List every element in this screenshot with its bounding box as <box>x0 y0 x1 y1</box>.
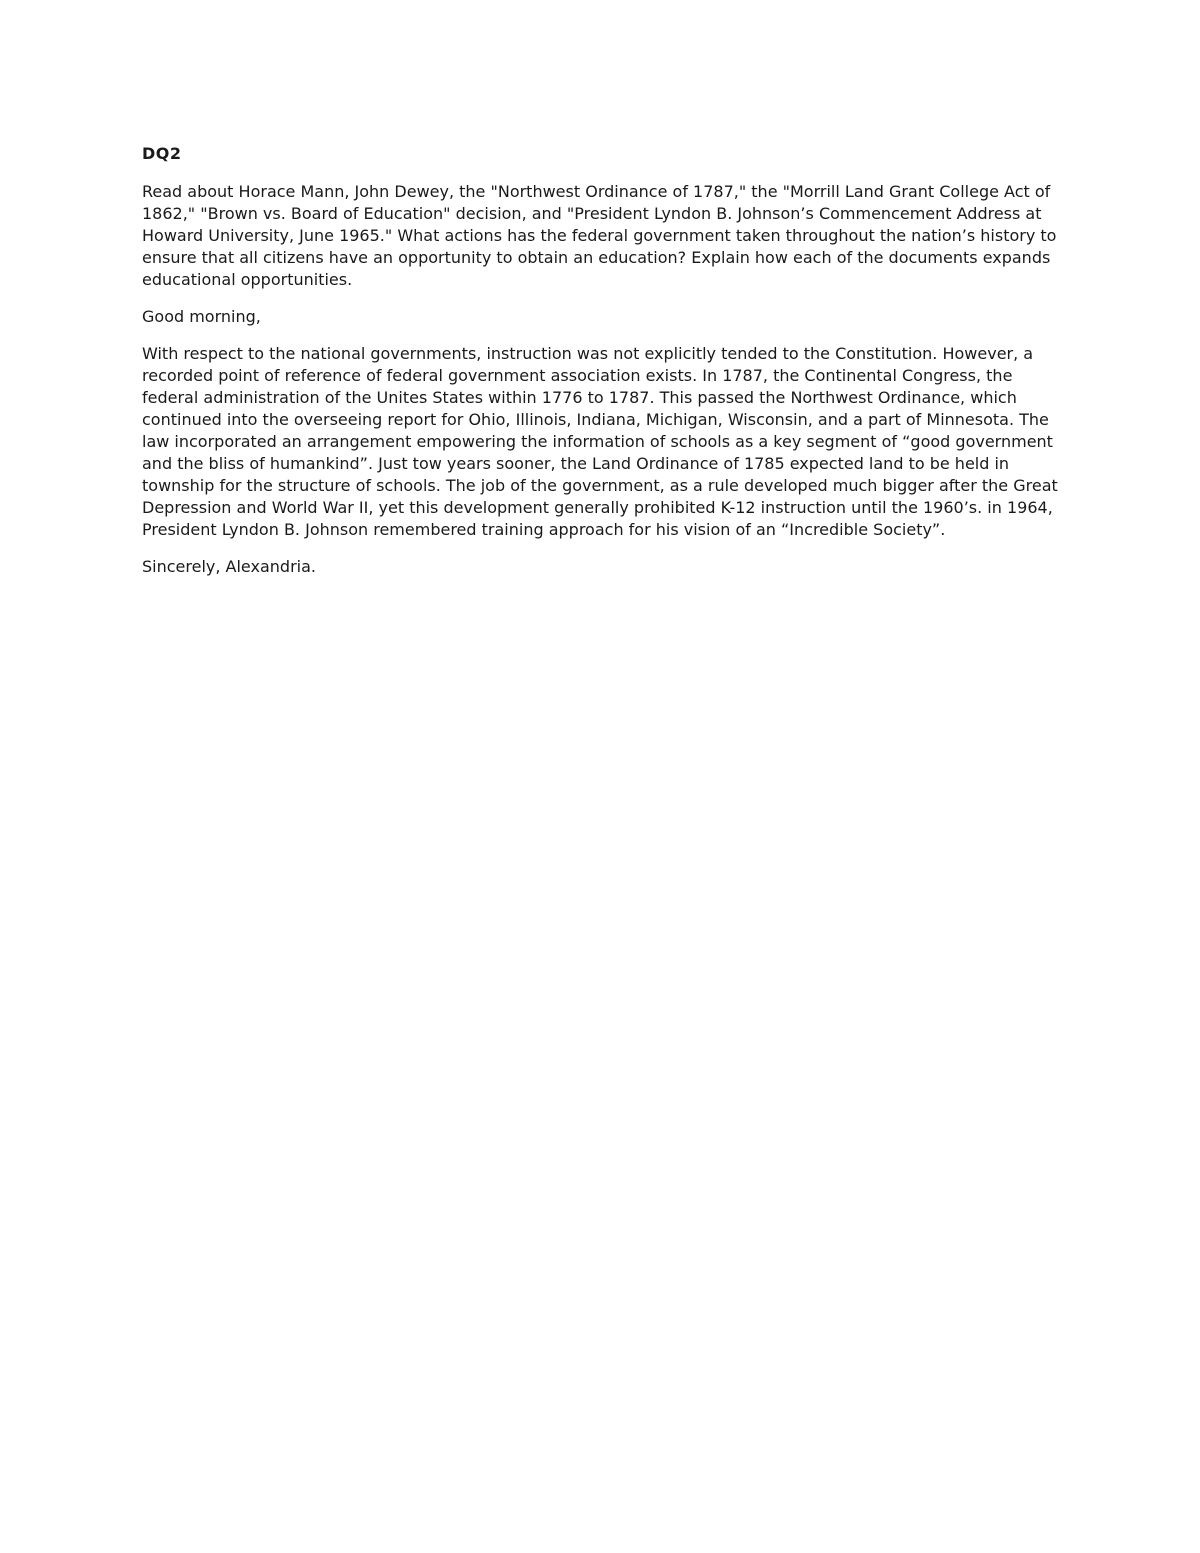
prompt-paragraph: Read about Horace Mann, John Dewey, the "Northwest Ordinance of 1787," the "Morrill Land Grant College Act of 1862," "Brown vs. Board of Education" decision, and "President Lyndon B. Johnson’s Commencement Address at Howard University, June 1965." What actions has the federal government taken throughout the nation’s history to ensure that all citizens have an opportunity to obtain an education? Explain how each of the documents expands educational opportunities. <box>142 182 1057 289</box>
closing-paragraph: Sincerely, Alexandria. <box>142 557 316 576</box>
body-paragraph: With respect to the national governments, instruction was not explicitly tended to the Constitution. However, a recorded point of reference of federal government association exists. In 1787, the Continental Congress, the federal administration of the Unites States within 1776 to 1787. This passed the Northwest Ordinance, which continued into the overseeing report for Ohio, Illinois, Indiana, Michigan, Wisconsin, and a part of Minnesota. The law incorporated an arrangement empowering the information of schools as a key segment of “good government and the bliss of humankind”. Just tow years sooner, the Land Ordinance of 1785 expected land to be held in township for the structure of schools. The job of the government, as a rule developed much bigger after the Great Depression and World War II, yet this development generally prohibited K-12 instruction until the 1960’s. in 1964, President Lyndon B. Johnson remembered training approach for his vision of an “Incredible Society”. <box>142 344 1058 539</box>
document-content <box>142 143 1062 593</box>
greeting-paragraph: Good morning, <box>142 307 261 326</box>
document-title: DQ2 <box>142 144 182 163</box>
